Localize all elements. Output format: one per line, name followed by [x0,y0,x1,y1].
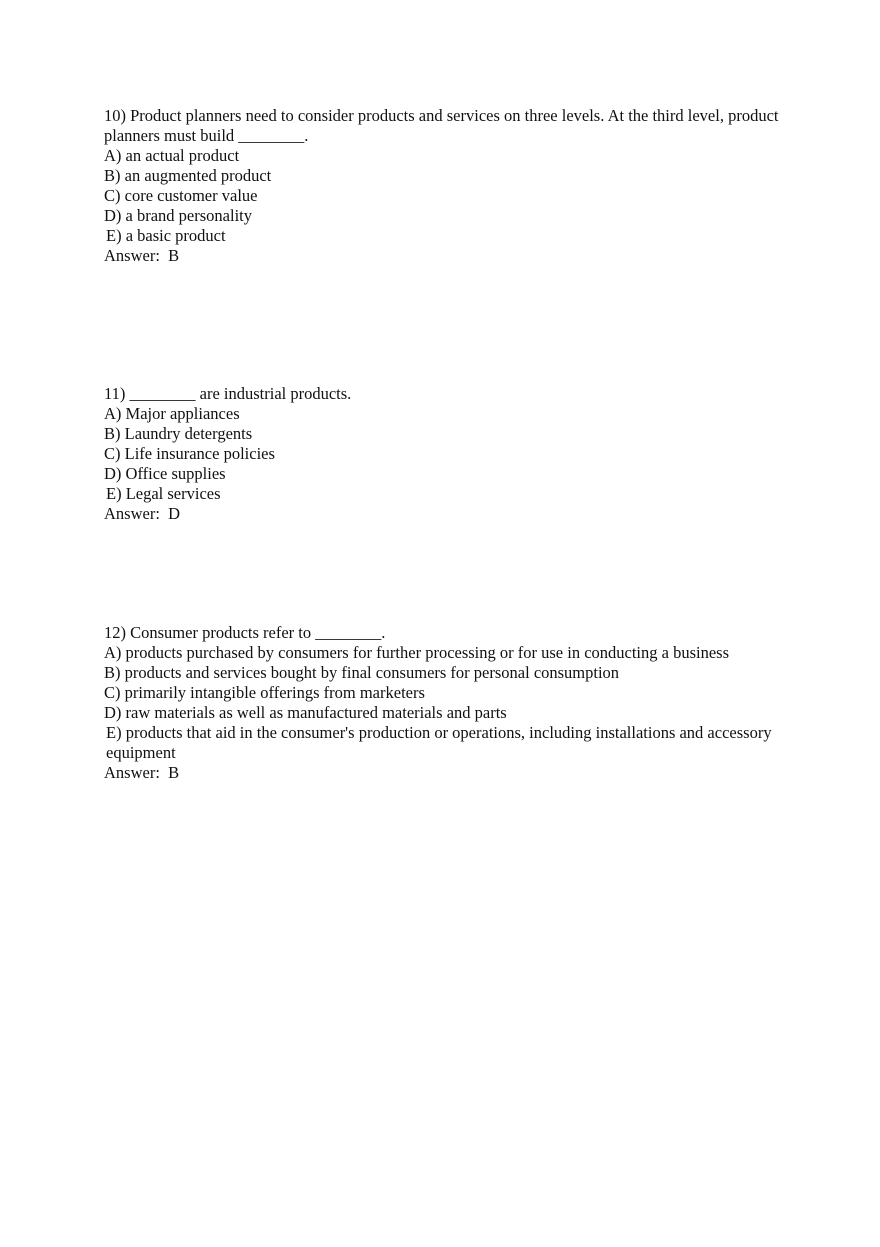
question-stem: 12) Consumer products refer to ________. [104,623,386,642]
option-a: A) products purchased by consumers for further processing or for use in conducting a business [104,643,730,662]
option-d: D) a brand personality [104,206,252,225]
question-10 [104,106,784,266]
option-a: A) an actual product [104,146,240,165]
option-e: E) Legal services [106,484,221,503]
option-d: D) raw materials as well as manufactured materials and parts [104,703,507,722]
question-12 [104,623,784,783]
answer: Answer: B [104,246,180,265]
option-b: B) Laundry detergents [104,424,253,443]
option-a: A) Major appliances [104,404,240,423]
answer: Answer: B [104,763,180,782]
question-11 [104,384,784,524]
question-stem: 10) Product planners need to consider products and services on three levels. At the third level, product planners must build ________. [104,106,779,145]
answer: Answer: D [104,504,181,523]
option-e: E) products that aid in the consumer's production or operations, including installations and accessory equipment [106,723,772,762]
option-b: B) products and services bought by final consumers for personal consumption [104,663,620,682]
option-d: D) Office supplies [104,464,226,483]
option-c: C) core customer value [104,186,258,205]
option-c: C) Life insurance policies [104,444,275,463]
option-e: E) a basic product [106,226,226,245]
option-c: C) primarily intangible offerings from marketers [104,683,425,702]
question-stem: 11) ________ are industrial products. [104,384,352,403]
option-b: B) an augmented product [104,166,272,185]
